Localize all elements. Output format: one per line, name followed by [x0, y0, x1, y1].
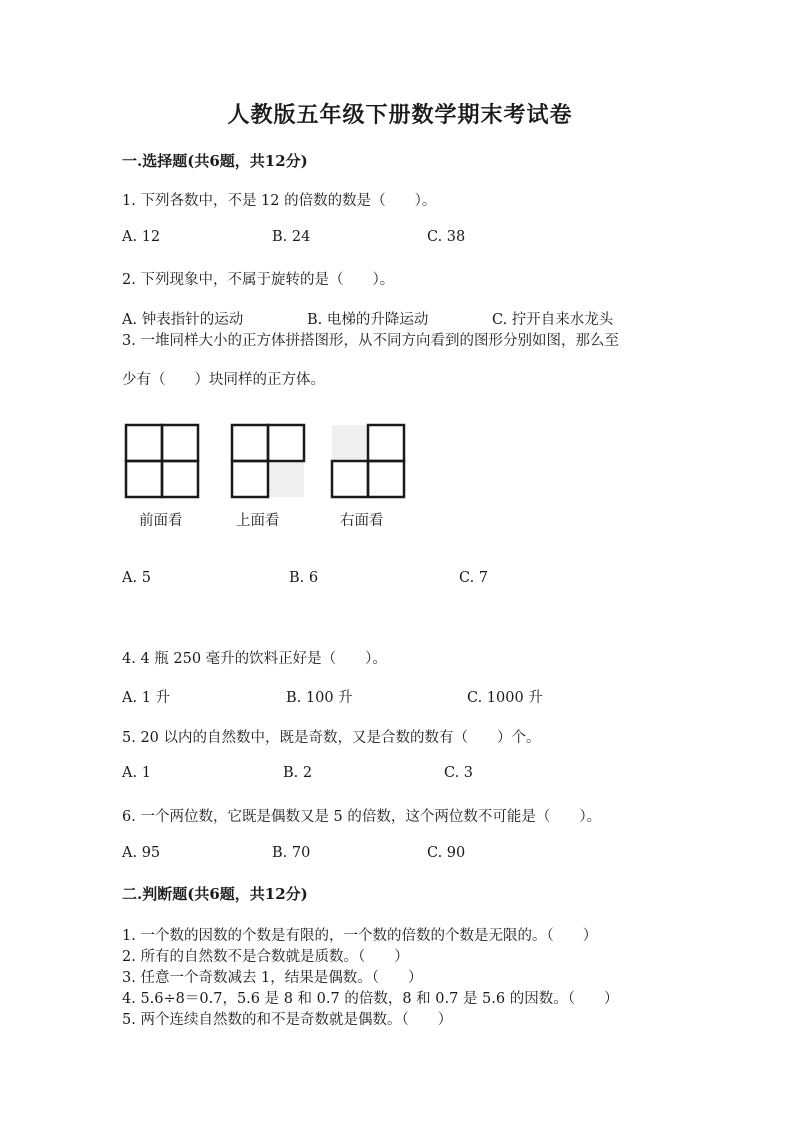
- front-view-cell: [162, 461, 198, 497]
- section-2-heading: 二.判断题(共6题，共12分): [122, 885, 308, 903]
- front-view-cell: [126, 461, 162, 497]
- right-view-caption: 右面看: [340, 513, 384, 529]
- front-view-caption: 前面看: [139, 513, 183, 529]
- question-3-option-a: A. 5: [122, 570, 151, 586]
- question-3-option-b: B. 6: [289, 570, 319, 586]
- question-4-text: 4. 4 瓶 250 毫升的饮料正好是（ ）。: [122, 651, 387, 667]
- question-2-option-c: C. 拧开自来水龙头: [492, 312, 614, 328]
- question-6-text: 6. 一个两位数，它既是偶数又是 5 的倍数，这个两位数不可能是（ ）。: [122, 809, 602, 825]
- question-5-option-a: A. 1: [122, 765, 151, 781]
- question-1-option-a: A. 12: [122, 229, 161, 245]
- right-view-empty-cell: [332, 425, 368, 461]
- question-1-option-c: C. 38: [427, 229, 466, 245]
- question-3-option-c: C. 7: [459, 570, 489, 586]
- top-view-caption: 上面看: [236, 513, 280, 529]
- question-1-option-b: B. 24: [272, 229, 311, 245]
- top-view-cell: [268, 425, 304, 461]
- right-view-cell: [332, 461, 368, 497]
- question-1-text: 1. 下列各数中，不是 12 的倍数的数是（ ）。: [122, 193, 437, 209]
- judgement-item: 4. 5.6÷8＝0.7，5.6 是 8 和 0.7 的倍数，8 和 0.7 是 5.6 的因数。（ ）: [122, 991, 619, 1007]
- question-2-text: 2. 下列现象中，不属于旋转的是（ ）。: [122, 272, 395, 288]
- page-title: 人教版五年级下册数学期末考试卷: [227, 102, 573, 128]
- top-view-cell: [232, 461, 268, 497]
- judgement-item: 3. 任意一个奇数减去 1，结果是偶数。（ ）: [122, 970, 423, 986]
- judgement-item: 2. 所有的自然数不是合数就是质数。（ ）: [122, 949, 409, 965]
- right-view-cell: [368, 461, 404, 497]
- top-view-empty-cell: [268, 461, 304, 497]
- question-3-text-line-2: 少有（ ）块同样的正方体。: [122, 372, 325, 388]
- question-3-text-line-1: 3. 一堆同样大小的正方体拼搭图形，从不同方向看到的图形分别如图，那么至: [122, 333, 619, 349]
- question-6-option-a: A. 95: [122, 845, 161, 861]
- question-5-option-c: C. 3: [444, 765, 474, 781]
- right-view-cell: [368, 425, 404, 461]
- question-2-option-b: B. 电梯的升降运动: [307, 312, 429, 328]
- question-5-text: 5. 20 以内的自然数中，既是奇数，又是合数的数有（ ）个。: [122, 730, 541, 746]
- question-4-option-b: B. 100 升: [286, 690, 353, 706]
- question-6-option-b: B. 70: [272, 845, 311, 861]
- front-view-figure: [124, 423, 202, 501]
- front-view-cell: [162, 425, 198, 461]
- top-view-cell: [232, 425, 268, 461]
- question-5-option-b: B. 2: [283, 765, 313, 781]
- question-4-option-c: C. 1000 升: [467, 690, 543, 706]
- question-4-option-a: A. 1 升: [122, 690, 171, 706]
- judgement-item: 1. 一个数的因数的个数是有限的，一个数的倍数的个数是无限的。（ ）: [122, 928, 598, 944]
- question-6-option-c: C. 90: [427, 845, 466, 861]
- front-view-cell: [126, 425, 162, 461]
- right-view-figure: [330, 423, 408, 501]
- question-2-option-a: A. 钟表指针的运动: [122, 312, 244, 328]
- judgement-item: 5. 两个连续自然数的和不是奇数就是偶数。（ ）: [122, 1012, 453, 1028]
- top-view-figure: [230, 423, 308, 501]
- section-1-heading: 一.选择题(共6题，共12分): [122, 152, 308, 170]
